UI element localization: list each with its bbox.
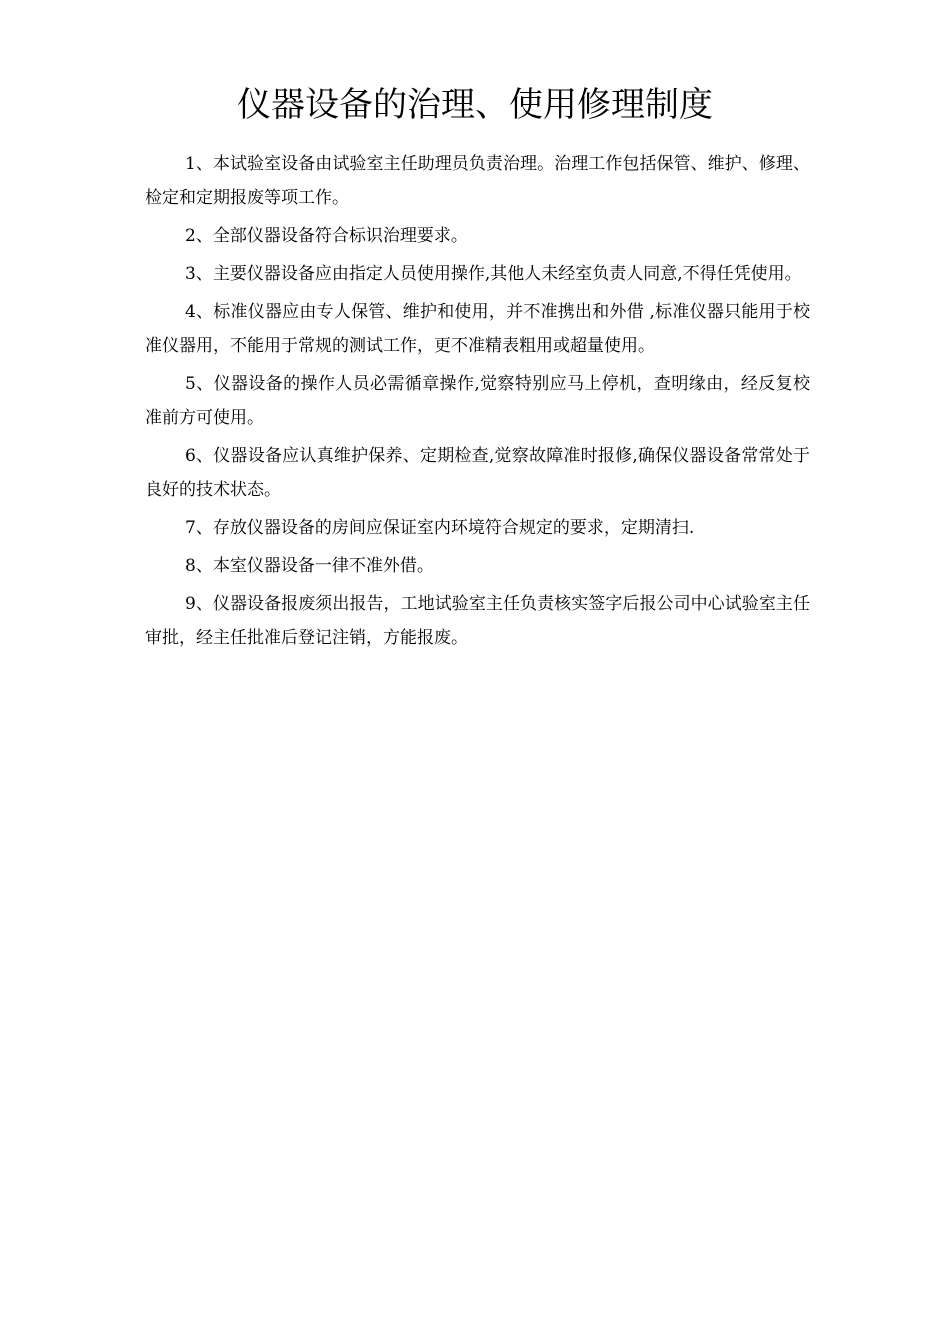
rule-paragraph-8: 8、本室仪器设备一律不准外借。 <box>185 556 434 576</box>
rule-paragraph-2: 2、全部仪器设备符合标识治理要求。 <box>185 226 468 246</box>
rule-paragraph-7: 7、存放仪器设备的房间应保证室内环境符合规定的要求，定期清扫. <box>185 518 695 538</box>
rule-paragraph-5: 5、仪器设备的操作人员必需循章操作,觉察特别应马上停机，查明缘由，经反复校准前方可使用。 <box>145 374 810 428</box>
rule-paragraph-3: 3、主要仪器设备应由指定人员使用操作,其他人未经室负责人同意,不得任凭使用。 <box>185 264 802 284</box>
rule-paragraph-9: 9、仪器设备报废须出报告，工地试验室主任负责核实签字后报公司中心试验室主任审批，经主任批准后登记注销，方能报废。 <box>145 594 810 648</box>
rule-paragraph-1: 1、本试验室设备由试验室主任助理员负责治理。治理工作包括保管、维护、修理、检定和定期报废等项工作。 <box>145 154 810 208</box>
rule-paragraph-4: 4、标准仪器应由专人保管、维护和使用，并不准携出和外借 ,标准仪器只能用于校准仪器用，不能用于常规的测试工作，更不准精表粗用或超量使用。 <box>145 302 810 356</box>
document-body <box>145 147 810 659</box>
rule-paragraph-6: 6、仪器设备应认真维护保养、定期检查,觉察故障准时报修,确保仪器设备常常处于良好的技术状态。 <box>145 446 810 500</box>
document-title: 仪器设备的治理、使用修理制度 <box>237 85 713 125</box>
